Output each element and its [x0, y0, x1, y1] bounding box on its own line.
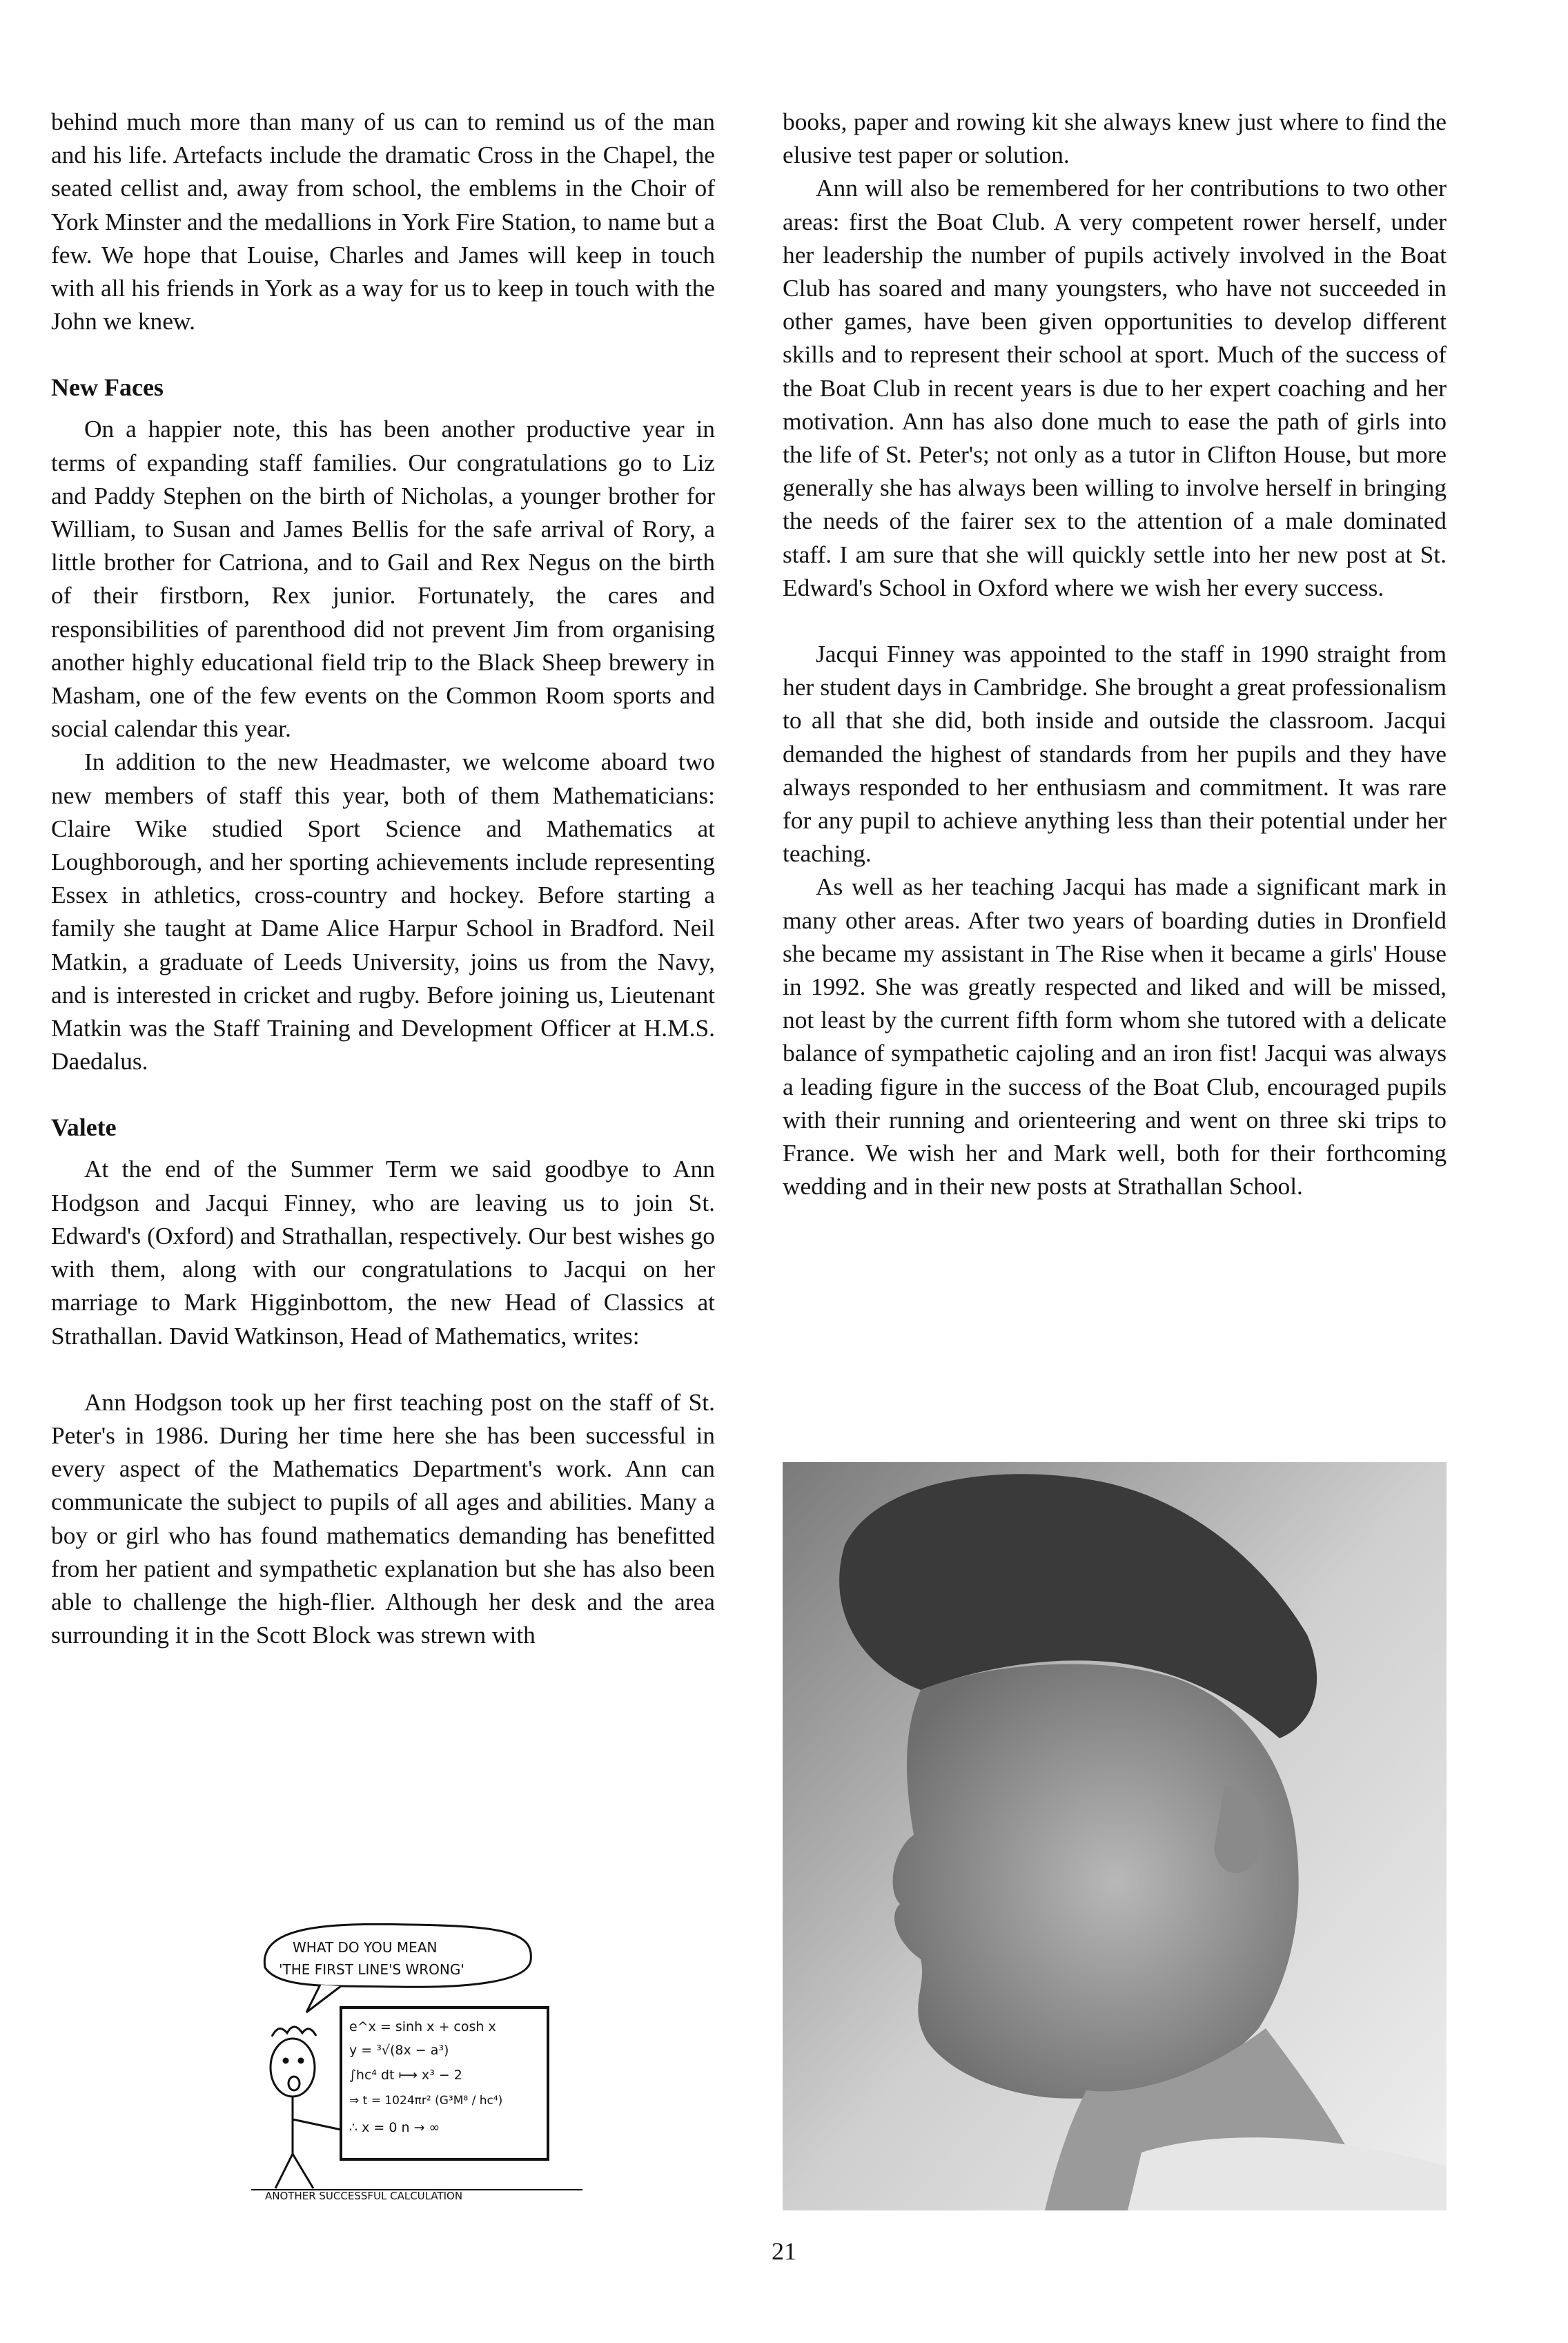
cartoon-caption: ANOTHER SUCCESSFUL CALCULATION	[265, 2190, 463, 2202]
board-line-4: ⇒ t = 1024πr² (G³M⁸ / hc⁴)	[349, 2094, 503, 2108]
cartoon-figure	[271, 2027, 341, 2188]
board-line-2: y = ³√(8x − a³)	[349, 2043, 449, 2058]
page-number: 21	[772, 2237, 796, 2265]
paragraph-jacqui-finney: Jacqui Finney was appointed to the staff in 1990 straight from her student days in Cambridge. She brought a great professionalism to all that she did, both inside and outside the classroom. Jacqui demanded the highest of standards from her pupils and they have always responded to her enthusiasm and commitment. It was rare for any pupil to achieve anything less than their potential under her teaching.	[783, 640, 1447, 868]
paragraph-ann-boat-club: Ann will also be remembered for her contributions to two other areas: first the Boat Club. A very competent rower herself, under her leadership the number of pupils actively involved in the Boat Club has soared and many youngsters, who have not succeeded in other games, have been given opportunities to develop different skills and to represent their school at sport. Much of the success of the Boat Club in recent years is due to her expert coaching and her motivation. Ann has also done much to ease the path of girls into the life of St. Peter's; not only as a tutor in Clifton House, but more generally she has always been willing to involve herself in bringing the needs of the fairer sex to the attention of a male dominated staff. I am sure that she will quickly settle into her new post at St. Edward's School in Oxford where we wish her every success.	[783, 174, 1447, 601]
paragraph-new-faces-families: On a happier note, this has been another productive year in terms of expanding staff families. Our congratulations go to Liz and Paddy Stephen on the birth of Nicholas, a younger brother for William, to Susan and James Bellis for the safe arrival of Rory, a little brother for Catriona, and to Gail and Rex Negus on the birth of their firstborn, Rex junior. Fortunately, the cares and responsibilities of parenthood did not prevent Jim from organising another highly educational field trip to the Black Sheep brewery in Masham, one of the few events on the Common Room sports and social calendar this year.	[51, 415, 715, 743]
paragraph-valete: At the end of the Summer Term we said goodbye to Ann Hodgson and Jacqui Finney, who are leaving us to join St. Edward's (Oxford) and Strathallan, respectively. Our best wishes go with them, along with our congratulations to Jacqui on her marriage to Mark Higginbottom, the new Head of Classics at Strathallan. David Watkinson, Head of Mathematics, writes:	[51, 1155, 715, 1350]
board-line-1: e^x = sinh x + cosh x	[349, 2019, 496, 2034]
board-line-3: ∫hc⁴ dt ⟼ x³ − 2	[349, 2068, 462, 2083]
paragraph-ann-continued: books, paper and rowing kit she always knew just where to find the elusive test paper or solution.	[783, 108, 1447, 169]
portrait-photo	[783, 1462, 1447, 2210]
paragraph-jacqui-activities: As well as her teaching Jacqui has made a significant mark in many other areas. After two years of boarding duties in Dronfield she became my assistant in The Rise when it became a girls' House in 1992. She was greatly respected and liked and will be missed, not least by the current fifth form whom she tutored with a delicate balance of sympathetic cajoling and an iron fist! Jacqui was always a leading figure in the success of the Boat Club, encouraged pupils with their running and orienteering and went on three ski trips to France. We wish her and Mark well, both for their forthcoming wedding and in their new posts at Strathallan School.	[783, 873, 1447, 1200]
photo-face	[893, 1664, 1299, 2099]
paragraph-new-faces-staff: In addition to the new Headmaster, we welcome aboard two new members of staff this year, both of them Mathematicians: Claire Wike studied Sport Science and Mathematics at Loughborough, and her sporting achievements include representing Essex in athletics, cross-country and hockey. Before starting a family she taught at Dame Alice Harpur School in Bradford. Neil Matkin, a graduate of Leeds University, joins us from the Navy, and is interested in cricket and rugby. Before joining us, Lieutenant Matkin was the Staff Training and Development Officer at H.M.S. Daedalus.	[51, 748, 715, 1076]
paragraph-tribute-end: behind much more than many of us can to remind us of the man and his life. Artefacts include the dramatic Cross in the Chapel, the seated cellist and, away from school, the emblems in the Choir of York Minster and the medallions in York Fire Station, to name but a few. We hope that Louise, Charles and James will keep in touch with all his friends in York as a way for us to keep in touch with the John we knew.	[51, 108, 715, 336]
paragraph-ann-hodgson: Ann Hodgson took up her first teaching post on the staff of St. Peter's in 1986. During her time here she has been successful in every aspect of the Mathematics Department's work. Ann can communicate the subject to pupils of all ages and abilities. Many a boy or girl who has found mathematics demanding has benefitted from her patient and sympathetic explanation but she has also been able to challenge the high-flier. Although her desk and the area surrounding it in the Scott Block was strewn with	[51, 1388, 715, 1649]
heading-valete: Valete	[51, 1114, 117, 1142]
speech-bubble-tail	[306, 1985, 341, 2012]
speech-line-1: WHAT DO YOU MEAN	[293, 1939, 438, 1956]
left-column	[51, 105, 715, 1651]
cartoon-illustration	[237, 1919, 596, 2202]
board-line-5: ∴ x = 0 n → ∞	[349, 2120, 440, 2135]
heading-new-faces: New Faces	[51, 373, 164, 402]
speech-line-2: 'THE FIRST LINE'S WRONG'	[279, 1961, 464, 1978]
right-column	[783, 105, 1447, 1203]
